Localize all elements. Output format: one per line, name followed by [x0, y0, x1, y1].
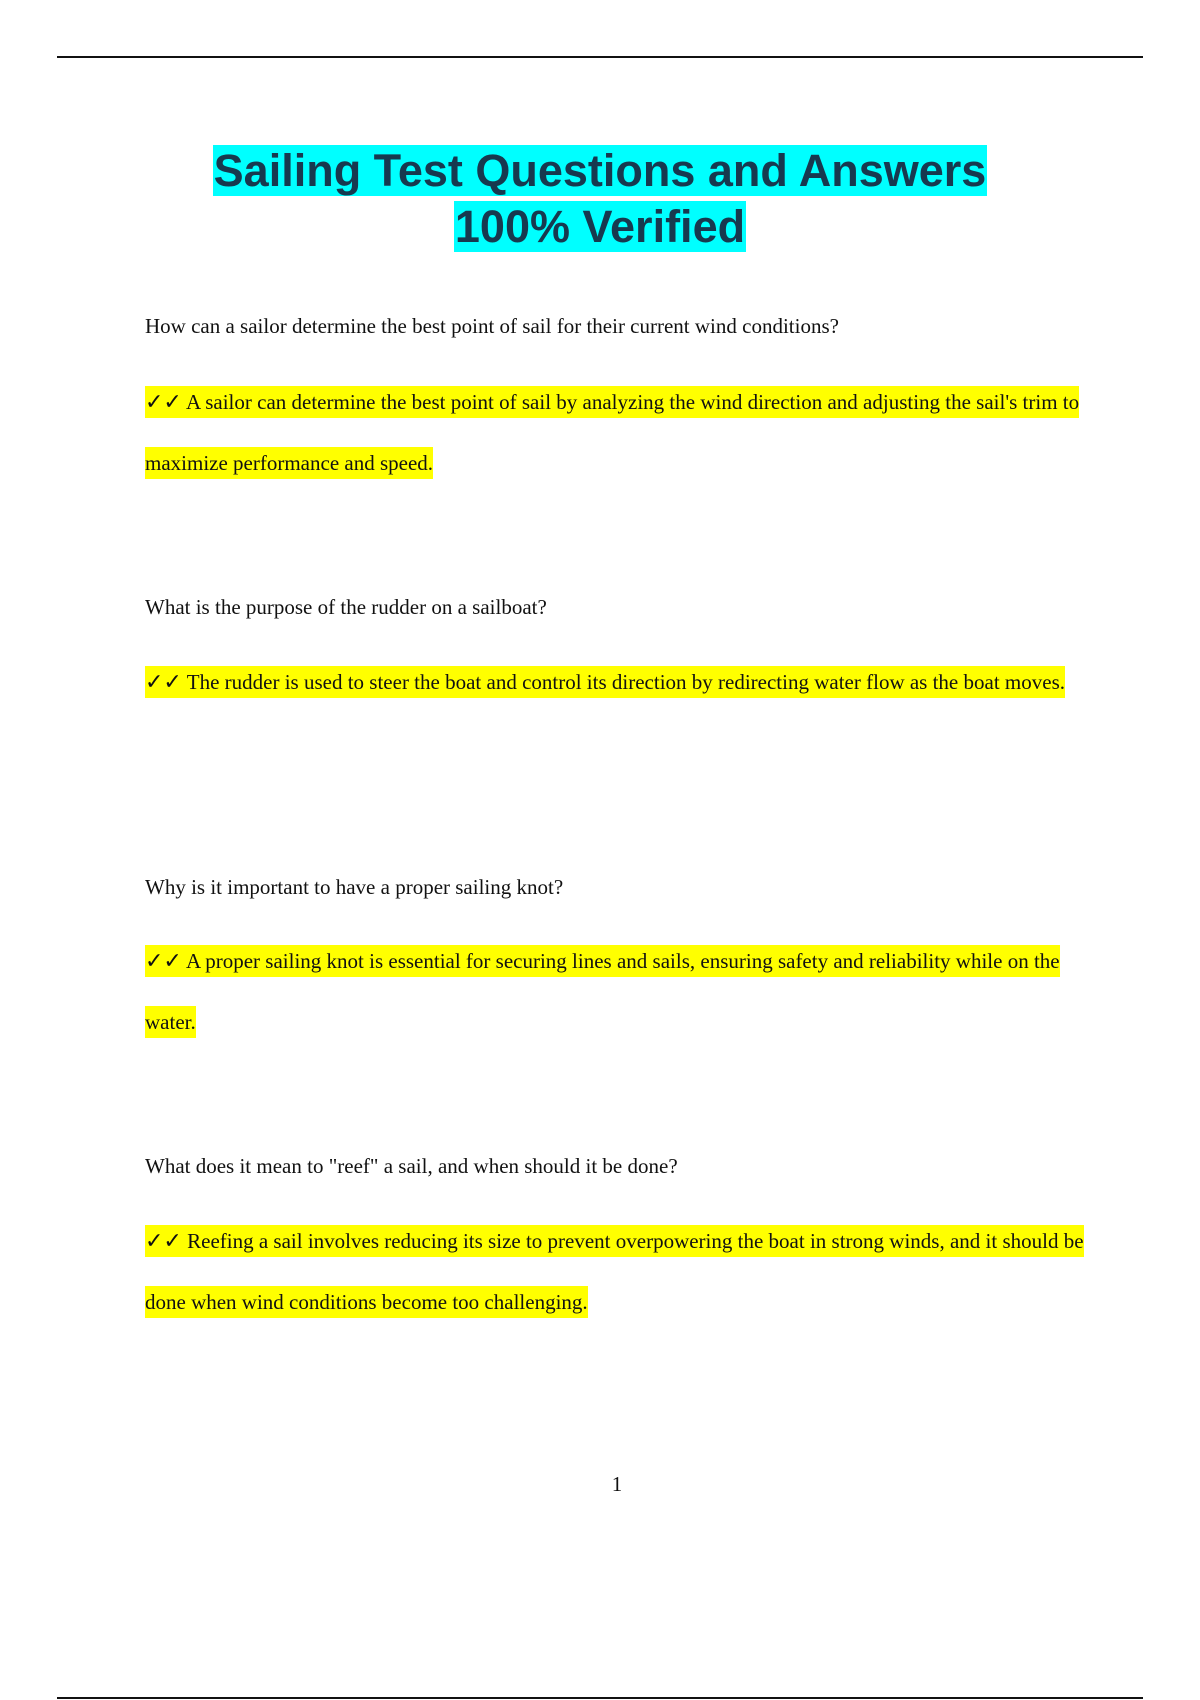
answer-3 — [145, 931, 1085, 1052]
document-title — [57, 143, 1143, 255]
question-2: What is the purpose of the rudder on a sailboat? — [145, 595, 547, 619]
check-mark-icon: ✓✓ — [145, 390, 182, 415]
check-mark-icon: ✓✓ — [145, 670, 182, 695]
check-mark-icon: ✓✓ — [145, 949, 182, 974]
answer-1-highlight — [145, 386, 1079, 479]
bottom-rule — [57, 1697, 1143, 1699]
question-1: How can a sailor determine the best point of sail for their current wind conditions? — [145, 314, 839, 338]
answer-2-highlight — [145, 666, 1065, 698]
answer-4-highlight — [145, 1225, 1084, 1318]
answer-4-text: Reefing a sail involves reducing its size to prevent overpowering the boat in strong winds, and it should be done when wind conditions become too challenging. — [145, 1229, 1084, 1314]
top-rule — [57, 56, 1143, 58]
check-mark-icon: ✓✓ — [145, 1229, 182, 1254]
answer-3-text: A proper sailing knot is essential for securing lines and sails, ensuring safety and reliability while on the water. — [145, 949, 1060, 1034]
answer-2 — [145, 652, 1085, 713]
question-4: What does it mean to "reef" a sail, and when should it be done? — [145, 1154, 678, 1178]
title-line-2: 100% Verified — [454, 201, 746, 252]
answer-2-text: The rudder is used to steer the boat and control its direction by redirecting water flow as the boat moves. — [186, 670, 1065, 694]
answer-3-highlight — [145, 945, 1060, 1038]
page-number: 1 — [611, 1472, 623, 1496]
answer-4 — [145, 1211, 1085, 1332]
question-3: Why is it important to have a proper sailing knot? — [145, 875, 564, 899]
title-line-1: Sailing Test Questions and Answers — [213, 145, 987, 196]
answer-1-text: A sailor can determine the best point of sail by analyzing the wind direction and adjusting the sail's trim to maximize performance and speed. — [145, 390, 1080, 475]
answer-1 — [145, 372, 1085, 493]
